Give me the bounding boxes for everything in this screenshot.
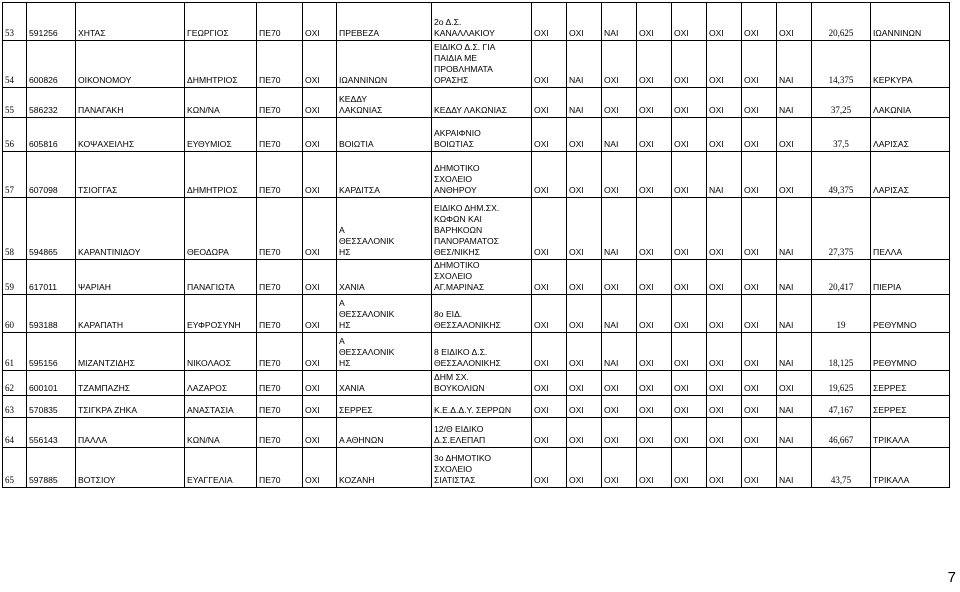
criterion-8-cell: ΝΑΙ xyxy=(777,448,812,488)
criterion-4-cell: ΟΧΙ xyxy=(637,41,672,88)
criterion-6-cell: ΟΧΙ xyxy=(707,333,742,371)
destination-school-cell: 3ο ΔΗΜΟΤΙΚΟ ΣΧΟΛΕΙΟ ΣΙΑΤΙΣΤΑΣ xyxy=(432,448,532,488)
criterion-8-cell: ΝΑΙ xyxy=(777,295,812,333)
criterion-4-cell: ΟΧΙ xyxy=(637,260,672,295)
specialty-cell: ΠΕ70 xyxy=(257,88,303,118)
criterion-5-cell: ΟΧΙ xyxy=(672,41,707,88)
origin-area-cell: ΧΑΝΙΑ xyxy=(337,260,432,295)
surname-cell: ΜΙΖΑΝΤΖΙΔΗΣ xyxy=(76,333,185,371)
status-flag-cell: ΟΧΙ xyxy=(303,260,337,295)
status-flag-cell: ΟΧΙ xyxy=(303,41,337,88)
criterion-2-cell: ΟΧΙ xyxy=(567,260,602,295)
criterion-6-cell: ΟΧΙ xyxy=(707,118,742,152)
points-cell: 19 xyxy=(812,295,871,333)
row-number-cell: 55 xyxy=(3,88,27,118)
criterion-4-cell: ΟΧΙ xyxy=(637,118,672,152)
criterion-5-cell: ΟΧΙ xyxy=(672,396,707,418)
target-area-cell: ΣΕΡΡΕΣ xyxy=(871,396,950,418)
criterion-3-cell: ΝΑΙ xyxy=(602,198,637,260)
criterion-8-cell: ΝΑΙ xyxy=(777,198,812,260)
record-code-cell: 605816 xyxy=(27,118,76,152)
surname-cell: ΤΣΙΓΚΡΑ ΖΗΚΑ xyxy=(76,396,185,418)
table-body xyxy=(3,3,950,488)
criterion-5-cell: ΟΧΙ xyxy=(672,371,707,396)
placement-table xyxy=(2,2,950,488)
target-area-cell: ΡΕΘΥΜΝΟ xyxy=(871,295,950,333)
record-code-cell: 600101 xyxy=(27,371,76,396)
criterion-3-cell: ΟΧΙ xyxy=(602,260,637,295)
origin-area-cell: ΚΑΡΔΙΤΣΑ xyxy=(337,152,432,198)
criterion-2-cell: ΟΧΙ xyxy=(567,295,602,333)
criterion-6-cell: ΝΑΙ xyxy=(707,152,742,198)
first-name-cell: ΕΥΑΓΓΕΛΙΑ xyxy=(185,448,257,488)
target-area-cell: ΡΕΘΥΜΝΟ xyxy=(871,333,950,371)
first-name-cell: ΕΥΦΡΟΣΥΝΗ xyxy=(185,295,257,333)
criterion-3-cell: ΝΑΙ xyxy=(602,118,637,152)
target-area-cell: ΣΕΡΡΕΣ xyxy=(871,371,950,396)
criterion-8-cell: ΟΧΙ xyxy=(777,371,812,396)
points-cell: 37,25 xyxy=(812,88,871,118)
criterion-4-cell: ΟΧΙ xyxy=(637,88,672,118)
status-flag-cell: ΟΧΙ xyxy=(303,118,337,152)
table-row xyxy=(3,260,950,295)
criterion-2-cell: ΟΧΙ xyxy=(567,396,602,418)
first-name-cell: ΓΕΩΡΓΙΟΣ xyxy=(185,3,257,41)
criterion-8-cell: ΟΧΙ xyxy=(777,152,812,198)
points-cell: 18,125 xyxy=(812,333,871,371)
criterion-3-cell: ΟΧΙ xyxy=(602,371,637,396)
row-number-cell: 65 xyxy=(3,448,27,488)
first-name-cell: ΕΥΘΥΜΙΟΣ xyxy=(185,118,257,152)
criterion-7-cell: ΟΧΙ xyxy=(742,152,777,198)
criterion-5-cell: ΟΧΙ xyxy=(672,260,707,295)
criterion-1-cell: ΟΧΙ xyxy=(532,41,567,88)
origin-area-cell: ΠΡΕΒΕΖΑ xyxy=(337,3,432,41)
criterion-4-cell: ΟΧΙ xyxy=(637,198,672,260)
criterion-5-cell: ΟΧΙ xyxy=(672,3,707,41)
criterion-1-cell: ΟΧΙ xyxy=(532,3,567,41)
criterion-4-cell: ΟΧΙ xyxy=(637,152,672,198)
table-row xyxy=(3,41,950,88)
row-number-cell: 59 xyxy=(3,260,27,295)
criterion-2-cell: ΟΧΙ xyxy=(567,198,602,260)
origin-area-cell: ΧΑΝΙΑ xyxy=(337,371,432,396)
criterion-7-cell: ΟΧΙ xyxy=(742,295,777,333)
row-number-cell: 60 xyxy=(3,295,27,333)
record-code-cell: 586232 xyxy=(27,88,76,118)
row-number-cell: 57 xyxy=(3,152,27,198)
criterion-8-cell: ΝΑΙ xyxy=(777,418,812,448)
destination-school-cell: ΕΙΔΙΚΟ Δ.Σ. ΓΙΑ ΠΑΙΔΙΑ ΜΕ ΠΡΟΒΛΗΜΑΤΑ ΟΡΑΣΗΣ xyxy=(432,41,532,88)
target-area-cell: ΛΑΡΙΣΑΣ xyxy=(871,118,950,152)
table-row xyxy=(3,418,950,448)
target-area-cell: ΙΩΑΝΝΙΝΩΝ xyxy=(871,3,950,41)
target-area-cell: ΠΙΕΡΙΑ xyxy=(871,260,950,295)
criterion-4-cell: ΟΧΙ xyxy=(637,295,672,333)
surname-cell: ΨΑΡΙΑΗ xyxy=(76,260,185,295)
record-code-cell: 595156 xyxy=(27,333,76,371)
origin-area-cell: ΚΕΔΔΥ ΛΑΚΩΝΙΑΣ xyxy=(337,88,432,118)
criterion-6-cell: ΟΧΙ xyxy=(707,88,742,118)
criterion-5-cell: ΟΧΙ xyxy=(672,118,707,152)
criterion-4-cell: ΟΧΙ xyxy=(637,333,672,371)
criterion-6-cell: ΟΧΙ xyxy=(707,198,742,260)
first-name-cell: ΘΕΟΔΩΡΑ xyxy=(185,198,257,260)
criterion-7-cell: ΟΧΙ xyxy=(742,41,777,88)
row-number-cell: 56 xyxy=(3,118,27,152)
points-cell: 47,167 xyxy=(812,396,871,418)
surname-cell: ΚΑΡΑΠΑΤΗ xyxy=(76,295,185,333)
surname-cell: ΒΟΤΣΙΟΥ xyxy=(76,448,185,488)
criterion-4-cell: ΟΧΙ xyxy=(637,418,672,448)
table-row xyxy=(3,371,950,396)
criterion-2-cell: ΟΧΙ xyxy=(567,448,602,488)
status-flag-cell: ΟΧΙ xyxy=(303,371,337,396)
table-row xyxy=(3,198,950,260)
criterion-2-cell: ΟΧΙ xyxy=(567,152,602,198)
criterion-7-cell: ΟΧΙ xyxy=(742,198,777,260)
specialty-cell: ΠΕ70 xyxy=(257,396,303,418)
specialty-cell: ΠΕ70 xyxy=(257,3,303,41)
row-number-cell: 58 xyxy=(3,198,27,260)
status-flag-cell: ΟΧΙ xyxy=(303,3,337,41)
criterion-6-cell: ΟΧΙ xyxy=(707,41,742,88)
destination-school-cell: 12/Θ ΕΙΔΙΚΟ Δ.Σ.ΕΛΕΠΑΠ xyxy=(432,418,532,448)
origin-area-cell: Α ΘΕΣΣΑΛΟΝΙΚ ΗΣ xyxy=(337,295,432,333)
criterion-3-cell: ΟΧΙ xyxy=(602,41,637,88)
first-name-cell: ΚΩΝ/ΝΑ xyxy=(185,418,257,448)
row-number-cell: 53 xyxy=(3,3,27,41)
table-row xyxy=(3,88,950,118)
status-flag-cell: ΟΧΙ xyxy=(303,198,337,260)
status-flag-cell: ΟΧΙ xyxy=(303,333,337,371)
destination-school-cell: 2ο Δ.Σ. ΚΑΝΑΛΛΑΚΙΟΥ xyxy=(432,3,532,41)
surname-cell: ΠΑΛΛΑ xyxy=(76,418,185,448)
destination-school-cell: ΕΙΔΙΚΟ ΔΗΜ.ΣΧ. ΚΩΦΩΝ ΚΑΙ ΒΑΡΗΚΟΩΝ ΠΑΝΟΡΑΜΑΤΟΣ ΘΕΣ/ΝΙΚΗΣ xyxy=(432,198,532,260)
row-number-cell: 54 xyxy=(3,41,27,88)
origin-area-cell: ΚΟΖΑΝΗ xyxy=(337,448,432,488)
specialty-cell: ΠΕ70 xyxy=(257,41,303,88)
criterion-5-cell: ΟΧΙ xyxy=(672,418,707,448)
criterion-7-cell: ΟΧΙ xyxy=(742,88,777,118)
criterion-2-cell: ΟΧΙ xyxy=(567,371,602,396)
table-row xyxy=(3,396,950,418)
criterion-6-cell: ΟΧΙ xyxy=(707,371,742,396)
page-number: 7 xyxy=(947,569,956,586)
first-name-cell: ΔΗΜΗΤΡΙΟΣ xyxy=(185,41,257,88)
specialty-cell: ΠΕ70 xyxy=(257,333,303,371)
specialty-cell: ΠΕ70 xyxy=(257,371,303,396)
destination-school-cell: ΑΚΡΑΙΦΝΙΟ ΒΟΙΩΤΙΑΣ xyxy=(432,118,532,152)
record-code-cell: 591256 xyxy=(27,3,76,41)
criterion-1-cell: ΟΧΙ xyxy=(532,88,567,118)
destination-school-cell: 8 ΕΙΔΙΚΟ Δ.Σ. ΘΕΣΣΑΛΟΝΙΚΗΣ xyxy=(432,333,532,371)
surname-cell: ΚΑΡΑΝΤΙΝΙΔΟΥ xyxy=(76,198,185,260)
criterion-4-cell: ΟΧΙ xyxy=(637,396,672,418)
record-code-cell: 556143 xyxy=(27,418,76,448)
criterion-7-cell: ΟΧΙ xyxy=(742,333,777,371)
criterion-1-cell: ΟΧΙ xyxy=(532,371,567,396)
criterion-8-cell: ΟΧΙ xyxy=(777,3,812,41)
destination-school-cell: 8ο ΕΙΔ. ΘΕΣΣΑΛΟΝΙΚΗΣ xyxy=(432,295,532,333)
criterion-5-cell: ΟΧΙ xyxy=(672,448,707,488)
criterion-6-cell: ΟΧΙ xyxy=(707,3,742,41)
origin-area-cell: ΣΕΡΡΕΣ xyxy=(337,396,432,418)
surname-cell: ΠΑΝΑΓΑΚΗ xyxy=(76,88,185,118)
criterion-7-cell: ΟΧΙ xyxy=(742,371,777,396)
criterion-7-cell: ΟΧΙ xyxy=(742,418,777,448)
first-name-cell: ΚΩΝ/ΝΑ xyxy=(185,88,257,118)
criterion-8-cell: ΝΑΙ xyxy=(777,333,812,371)
record-code-cell: 570835 xyxy=(27,396,76,418)
destination-school-cell: Κ.Ε.Δ.Δ.Υ. ΣΕΡΡΩΝ xyxy=(432,396,532,418)
criterion-1-cell: ΟΧΙ xyxy=(532,295,567,333)
record-code-cell: 593188 xyxy=(27,295,76,333)
criterion-8-cell: ΟΧΙ xyxy=(777,118,812,152)
points-cell: 43,75 xyxy=(812,448,871,488)
target-area-cell: ΤΡΙΚΑΛΑ xyxy=(871,448,950,488)
first-name-cell: ΛΑΖΑΡΟΣ xyxy=(185,371,257,396)
criterion-3-cell: ΝΑΙ xyxy=(602,3,637,41)
criterion-1-cell: ΟΧΙ xyxy=(532,448,567,488)
criterion-7-cell: ΟΧΙ xyxy=(742,448,777,488)
criterion-7-cell: ΟΧΙ xyxy=(742,118,777,152)
record-code-cell: 617011 xyxy=(27,260,76,295)
criterion-8-cell: ΝΑΙ xyxy=(777,88,812,118)
criterion-6-cell: ΟΧΙ xyxy=(707,448,742,488)
criterion-3-cell: ΟΧΙ xyxy=(602,418,637,448)
status-flag-cell: ΟΧΙ xyxy=(303,152,337,198)
target-area-cell: ΤΡΙΚΑΛΑ xyxy=(871,418,950,448)
criterion-1-cell: ΟΧΙ xyxy=(532,333,567,371)
target-area-cell: ΚΕΡΚΥΡΑ xyxy=(871,41,950,88)
criterion-3-cell: ΟΧΙ xyxy=(602,396,637,418)
destination-school-cell: ΚΕΔΔΥ ΛΑΚΩΝΙΑΣ xyxy=(432,88,532,118)
criterion-2-cell: ΟΧΙ xyxy=(567,418,602,448)
criterion-2-cell: ΝΑΙ xyxy=(567,41,602,88)
criterion-8-cell: ΝΑΙ xyxy=(777,41,812,88)
criterion-1-cell: ΟΧΙ xyxy=(532,118,567,152)
criterion-5-cell: ΟΧΙ xyxy=(672,152,707,198)
criterion-2-cell: ΟΧΙ xyxy=(567,333,602,371)
criterion-2-cell: ΟΧΙ xyxy=(567,3,602,41)
criterion-8-cell: ΝΑΙ xyxy=(777,396,812,418)
surname-cell: ΚΟΨΑΧΕΙΛΗΣ xyxy=(76,118,185,152)
criterion-4-cell: ΟΧΙ xyxy=(637,448,672,488)
origin-area-cell: Α ΘΕΣΣΑΛΟΝΙΚ ΗΣ xyxy=(337,198,432,260)
origin-area-cell: Α ΑΘΗΝΩΝ xyxy=(337,418,432,448)
status-flag-cell: ΟΧΙ xyxy=(303,448,337,488)
surname-cell: ΟΙΚΟΝΟΜΟΥ xyxy=(76,41,185,88)
criterion-6-cell: ΟΧΙ xyxy=(707,396,742,418)
specialty-cell: ΠΕ70 xyxy=(257,295,303,333)
criterion-6-cell: ΟΧΙ xyxy=(707,260,742,295)
table-row xyxy=(3,295,950,333)
table-row xyxy=(3,118,950,152)
status-flag-cell: ΟΧΙ xyxy=(303,418,337,448)
destination-school-cell: ΔΗΜΟΤΙΚΟ ΣΧΟΛΕΙΟ ΑΓ.ΜΑΡΙΝΑΣ xyxy=(432,260,532,295)
row-number-cell: 64 xyxy=(3,418,27,448)
record-code-cell: 594865 xyxy=(27,198,76,260)
criterion-3-cell: ΟΧΙ xyxy=(602,152,637,198)
record-code-cell: 607098 xyxy=(27,152,76,198)
criterion-7-cell: ΟΧΙ xyxy=(742,396,777,418)
criterion-1-cell: ΟΧΙ xyxy=(532,198,567,260)
points-cell: 14,375 xyxy=(812,41,871,88)
first-name-cell: ΔΗΜΗΤΡΙΟΣ xyxy=(185,152,257,198)
first-name-cell: ΝΙΚΟΛΑΟΣ xyxy=(185,333,257,371)
target-area-cell: ΛΑΡΙΣΑΣ xyxy=(871,152,950,198)
destination-school-cell: ΔΗΜΟΤΙΚΟ ΣΧΟΛΕΙΟ ΑΝΘΗΡΟΥ xyxy=(432,152,532,198)
table-row xyxy=(3,448,950,488)
criterion-1-cell: ΟΧΙ xyxy=(532,396,567,418)
specialty-cell: ΠΕ70 xyxy=(257,152,303,198)
target-area-cell: ΛΑΚΩΝΙΑ xyxy=(871,88,950,118)
criterion-5-cell: ΟΧΙ xyxy=(672,198,707,260)
surname-cell: ΧΗΤΑΣ xyxy=(76,3,185,41)
specialty-cell: ΠΕ70 xyxy=(257,260,303,295)
criterion-2-cell: ΝΑΙ xyxy=(567,88,602,118)
surname-cell: ΤΖΑΜΠΑΖΗΣ xyxy=(76,371,185,396)
criterion-8-cell: ΝΑΙ xyxy=(777,260,812,295)
status-flag-cell: ΟΧΙ xyxy=(303,88,337,118)
criterion-1-cell: ΟΧΙ xyxy=(532,152,567,198)
table-row xyxy=(3,3,950,41)
row-number-cell: 61 xyxy=(3,333,27,371)
criterion-1-cell: ΟΧΙ xyxy=(532,260,567,295)
points-cell: 49,375 xyxy=(812,152,871,198)
origin-area-cell: ΙΩΑΝΝΙΝΩΝ xyxy=(337,41,432,88)
criterion-6-cell: ΟΧΙ xyxy=(707,295,742,333)
table-row xyxy=(3,333,950,371)
table-row xyxy=(3,152,950,198)
destination-school-cell: ΔΗΜ ΣΧ. ΒΟΥΚΟΛΙΩΝ xyxy=(432,371,532,396)
status-flag-cell: ΟΧΙ xyxy=(303,295,337,333)
row-number-cell: 62 xyxy=(3,371,27,396)
criterion-3-cell: ΟΧΙ xyxy=(602,448,637,488)
first-name-cell: ΠΑΝΑΓΙΩΤΑ xyxy=(185,260,257,295)
points-cell: 27,375 xyxy=(812,198,871,260)
record-code-cell: 597885 xyxy=(27,448,76,488)
criterion-3-cell: ΟΧΙ xyxy=(602,88,637,118)
specialty-cell: ΠΕ70 xyxy=(257,418,303,448)
criterion-6-cell: ΟΧΙ xyxy=(707,418,742,448)
points-cell: 20,417 xyxy=(812,260,871,295)
criterion-2-cell: ΟΧΙ xyxy=(567,118,602,152)
points-cell: 37,5 xyxy=(812,118,871,152)
status-flag-cell: ΟΧΙ xyxy=(303,396,337,418)
criterion-5-cell: ΟΧΙ xyxy=(672,88,707,118)
origin-area-cell: ΒΟΙΩΤΙΑ xyxy=(337,118,432,152)
points-cell: 20,625 xyxy=(812,3,871,41)
specialty-cell: ΠΕ70 xyxy=(257,448,303,488)
criterion-1-cell: ΟΧΙ xyxy=(532,418,567,448)
record-code-cell: 600826 xyxy=(27,41,76,88)
target-area-cell: ΠΕΛΛΑ xyxy=(871,198,950,260)
criterion-5-cell: ΟΧΙ xyxy=(672,295,707,333)
specialty-cell: ΠΕ70 xyxy=(257,118,303,152)
surname-cell: ΤΣΙΟΓΓΑΣ xyxy=(76,152,185,198)
origin-area-cell: Α ΘΕΣΣΑΛΟΝΙΚ ΗΣ xyxy=(337,333,432,371)
specialty-cell: ΠΕ70 xyxy=(257,198,303,260)
first-name-cell: ΑΝΑΣΤΑΣΙΑ xyxy=(185,396,257,418)
points-cell: 19,625 xyxy=(812,371,871,396)
criterion-3-cell: ΝΑΙ xyxy=(602,333,637,371)
criterion-7-cell: ΟΧΙ xyxy=(742,260,777,295)
criterion-4-cell: ΟΧΙ xyxy=(637,371,672,396)
criterion-4-cell: ΟΧΙ xyxy=(637,3,672,41)
criterion-7-cell: ΟΧΙ xyxy=(742,3,777,41)
criterion-3-cell: ΝΑΙ xyxy=(602,295,637,333)
points-cell: 46,667 xyxy=(812,418,871,448)
row-number-cell: 63 xyxy=(3,396,27,418)
criterion-5-cell: ΟΧΙ xyxy=(672,333,707,371)
